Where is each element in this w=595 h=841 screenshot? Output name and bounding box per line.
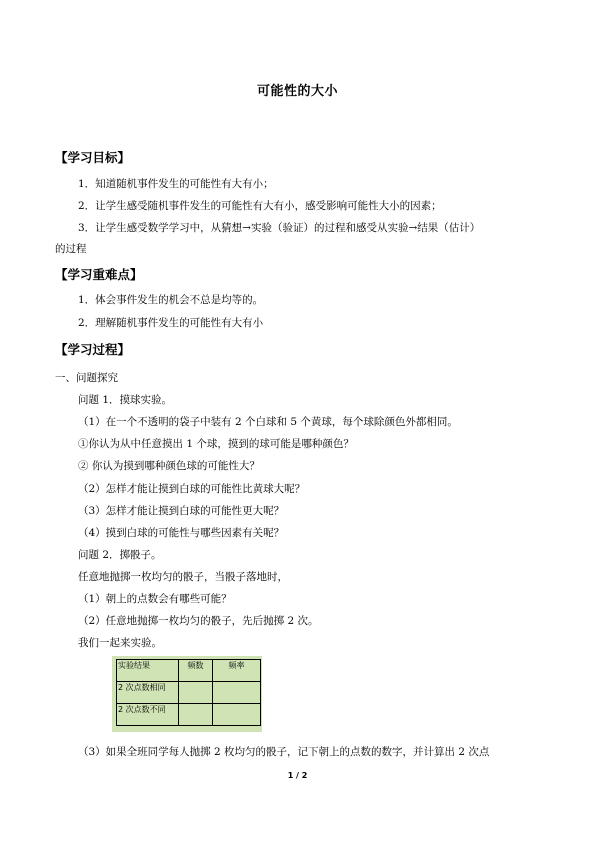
goal-item: 2．让学生感受随机事件发生的可能性有大有小，感受影响可能性大小的因素； <box>78 200 442 212</box>
process-heading: 一、问题探究 <box>55 372 118 384</box>
question-1-line: （1）在一个不透明的袋子中装有 2 个白球和 5 个黄球，每个球除颜色外都相同。 <box>78 416 458 428</box>
table-cell <box>179 682 213 704</box>
table-header-row <box>117 660 261 682</box>
question-1-line: （2）怎样才能让摸到白球的可能性比黄球大呢？ <box>78 483 306 495</box>
table-cell: 2 次点数不同 <box>117 704 179 726</box>
table-header-cell: 频率 <box>213 660 261 682</box>
question-1-line: ② 你认为摸到哪种颜色球的可能性大？ <box>78 460 260 472</box>
table-row <box>117 704 261 726</box>
key-point-item: 1．体会事件发生的机会不总是均等的。 <box>78 294 264 306</box>
section-process: 【学习过程】 <box>55 342 131 357</box>
experiment-table-image <box>112 656 262 732</box>
goal-item-continued: 的过程 <box>55 243 87 255</box>
table-cell <box>179 704 213 726</box>
section-key-points: 【学习重难点】 <box>55 267 143 282</box>
goal-item: 3．让学生感受数学学习中，从猜想→实验（验证）的过程和感受从实验→结果（估计） <box>78 222 481 234</box>
section-goals: 【学习目标】 <box>55 150 131 165</box>
question-1-line: （3）怎样才能让摸到白球的可能性更大呢？ <box>78 505 285 517</box>
question-2-line: （3）如果全班同学每人抛掷 2 枚均匀的骰子，记下朝上的点数的数字，并计算出 2 次点 <box>78 746 490 758</box>
table-header-cell: 频数 <box>179 660 213 682</box>
question-2-title: 问题 2．掷骰子。 <box>78 549 162 561</box>
goal-item: 1．知道随机事件发生的可能性有大有小； <box>78 178 274 190</box>
page-number: 1 / 2 <box>287 771 308 780</box>
question-2-line: （2）任意地抛掷一枚均匀的骰子，先后抛掷 2 次。 <box>78 615 319 627</box>
question-1-line: （4）摸到白球的可能性与哪些因素有关呢？ <box>78 527 285 539</box>
table-cell <box>213 682 261 704</box>
question-1-line: ①你认为从中任意摸出 1 个球，摸到的球可能是哪种颜色？ <box>78 438 354 450</box>
table-cell <box>213 704 261 726</box>
table-header-cell: 实验结果 <box>117 660 179 682</box>
question-1-title: 问题 1．摸球实验。 <box>78 394 173 406</box>
key-point-item: 2．理解随机事件发生的可能性有大有小 <box>78 317 264 329</box>
question-2-line: （1）朝上的点数会有哪些可能？ <box>78 593 232 605</box>
question-2-line: 我们一起来实验。 <box>78 637 162 649</box>
table-cell: 2 次点数相同 <box>117 682 179 704</box>
page-title: 可能性的大小 <box>256 84 338 99</box>
table-row <box>117 682 261 704</box>
experiment-table <box>116 659 261 726</box>
question-2-line: 任意地抛掷一枚均匀的骰子，当骰子落地时， <box>78 571 288 583</box>
